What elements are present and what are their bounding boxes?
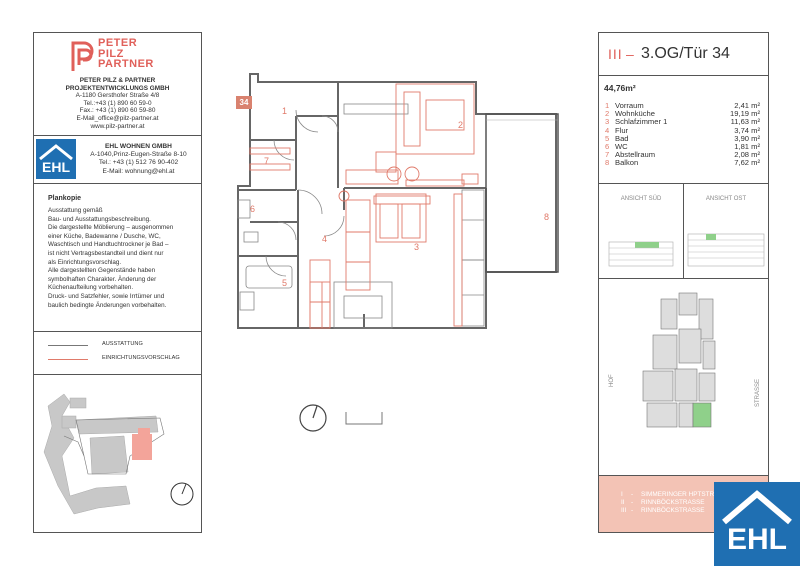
divider	[599, 75, 768, 76]
logo-line-1: PETER	[98, 37, 138, 49]
room-row: 1 Vorraum 2,41 m²	[605, 101, 760, 110]
plankopie-text	[48, 207, 198, 310]
plankopie-block	[48, 194, 198, 310]
developer-address: A-1180 Gersthofer Straße 4/8	[75, 92, 160, 100]
ehl-contact	[76, 143, 201, 176]
svg-text:1: 1	[282, 106, 288, 116]
ehl-logo-text: EHL	[42, 159, 70, 175]
svg-text:8: 8	[544, 212, 550, 222]
room-list	[605, 102, 760, 168]
plankopie-line: baulich bedingte Änderungen vorbehalten.	[48, 301, 167, 309]
view-south	[599, 184, 683, 278]
site-label-hof: HOF	[609, 374, 615, 387]
ehl-tel: Tel.: +43 (1) 512 76 90-402	[98, 159, 179, 167]
plankopie-line: Waschtisch und Handtuchtrockner je Bad –	[48, 241, 169, 249]
plankopie-line: Ausstattung gemäß	[48, 207, 103, 214]
ppp-logo-icon	[70, 38, 96, 74]
developer-company-line-1: PETER PILZ & PARTNER	[79, 77, 156, 84]
left-column	[33, 32, 202, 533]
view-east	[684, 184, 768, 278]
plankopie-line: ist nicht Vertragsbestandteil und dient nur	[48, 249, 164, 257]
svg-text:2: 2	[458, 120, 464, 130]
developer-company-line-2: PROJEKTENTWICKLUNGS GMBH	[65, 84, 170, 92]
ppp-logo-text	[98, 38, 154, 70]
unit-area: 44,76m²	[604, 83, 636, 93]
plankopie-line: Alle dargestellten Gegenstände haben	[48, 267, 156, 275]
divider	[34, 183, 201, 184]
room-row: 2 Wohnküche 19,19 m²	[605, 109, 760, 119]
ehl-name: EHL WOHNEN GMBH	[105, 143, 172, 150]
plankopie-title: Plankopie	[48, 195, 82, 202]
ehl-brand-logo-text: EHL	[727, 523, 787, 556]
unit-badge: 34	[236, 96, 252, 109]
developer-contact	[34, 77, 201, 130]
key-plan	[34, 376, 201, 532]
room-row: 6 WC 1,81 m²	[605, 142, 760, 152]
legend-line-ausstattung	[48, 345, 88, 346]
svg-text:7: 7	[264, 156, 270, 166]
legend	[34, 332, 201, 374]
plankopie-line: Bau- und Ausstattungsbeschreibung.	[48, 215, 151, 223]
ehl-brand-logo-icon	[714, 482, 800, 566]
svg-text:6: 6	[250, 204, 256, 214]
room-row: 8 Balkon 7,62 m²	[605, 158, 760, 168]
divider	[34, 374, 201, 375]
plankopie-line: symbolhaften Charakter. Änderung der	[48, 275, 157, 283]
site-plan	[599, 279, 768, 465]
svg-text:5: 5	[282, 278, 288, 288]
site-label-strasse: STRASSE	[755, 378, 761, 407]
stair-number: III	[608, 46, 623, 62]
right-column	[598, 32, 769, 533]
svg-text:3: 3	[414, 242, 420, 252]
svg-text:4: 4	[322, 234, 328, 244]
unit-header	[599, 33, 768, 75]
developer-block	[34, 33, 201, 135]
ehl-email[interactable]: E-Mail: wohnung@ehl.at	[102, 167, 175, 175]
plankopie-line: Küchenaufteilung vorbehalten.	[48, 284, 134, 292]
address-row: III - RINNBÖCKSTRASSE	[621, 507, 705, 515]
logo-line-2: PILZ	[98, 47, 124, 60]
developer-email[interactable]: E-Mail_office@pilz-partner.at	[76, 114, 159, 122]
plankopie-line: Die dargestellte Möblierung – ausgenommen	[48, 224, 174, 232]
legend-line-einrichtung	[48, 359, 88, 360]
stair-dash: –	[626, 46, 634, 62]
address-row: II - RINNBÖCKSTRASSE	[621, 499, 705, 507]
developer-tel: Tel.:+43 (1) 890 60 59-0	[83, 99, 152, 107]
plankopie-line: Druck- und Satzfehler, sowie Irrtümer und	[48, 292, 165, 300]
ehl-address: A-1040,Prinz-Eugen-Straße 8-10	[90, 151, 187, 159]
developer-fax: Fax.: +43 (1) 890 60 59-80	[79, 107, 156, 115]
legend-label-ausstattung: AUSSTATTUNG	[102, 341, 143, 347]
legend-label-einrichtung: EINRICHTUNGSVORSCHLAG	[102, 355, 180, 361]
site-plan-highlight	[693, 403, 711, 427]
plankopie-line: als Einrichtungsvorschlag.	[48, 258, 122, 266]
address-row: I - SIMMERINGER HPTSTR	[621, 491, 715, 498]
developer-web[interactable]: www.pilz-partner.at	[90, 122, 145, 130]
room-row: 4 Flur 3,74 m²	[605, 125, 760, 135]
view-south-label: ANSICHT SÜD	[620, 196, 662, 202]
room-row: 7 Abstellraum 2,08 m²	[605, 150, 760, 160]
room-row: 5 Bad 3,90 m²	[605, 133, 760, 143]
ehl-block	[34, 136, 201, 183]
logo-line-3: PARTNER	[98, 58, 154, 70]
unit-title: 3.OG/Tür 34	[641, 45, 730, 62]
address-list	[621, 491, 714, 516]
plankopie-line: einer Küche, Badewanne / Dusche, WC,	[48, 232, 161, 240]
key-plan-highlight	[132, 434, 152, 460]
ehl-logo-icon	[36, 139, 76, 179]
room-row: 3 Schlafzimmer 1 11,63 m²	[605, 117, 760, 127]
floor-plan	[226, 70, 586, 440]
view-east-label: ANSICHT OST	[705, 196, 747, 202]
